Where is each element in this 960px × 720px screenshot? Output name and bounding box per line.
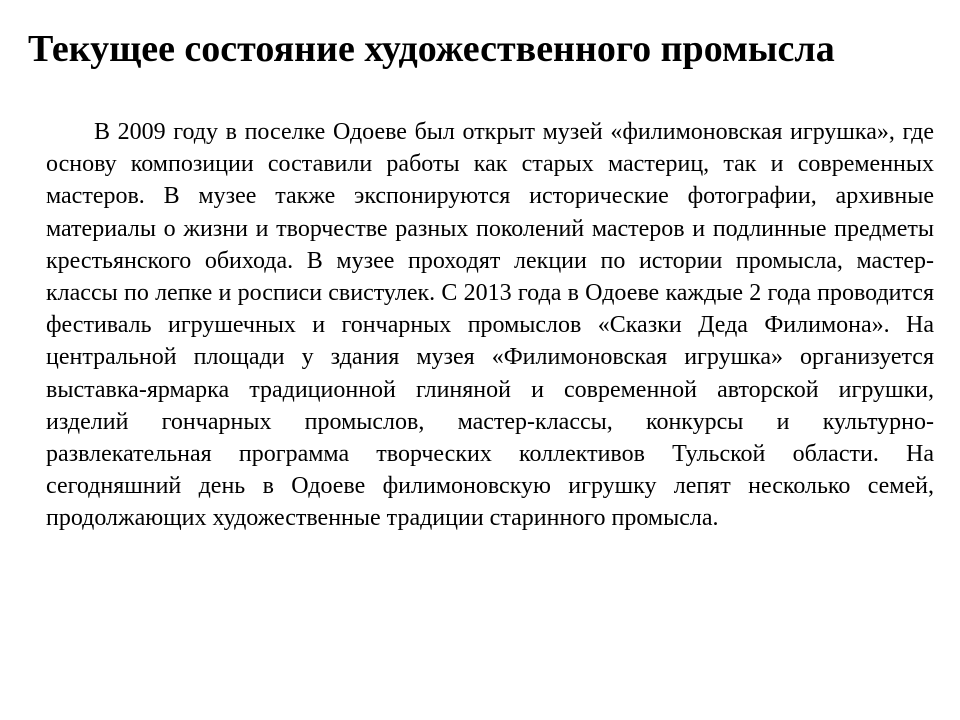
slide-body-text: В 2009 году в поселке Одоеве был открыт музей «филимоновская игрушка», где основу композиции составили работы как старых мастериц, так и современных мастеров. В музее также экспонируются исторические фотографии, архивные материалы о жизни и творчестве разных поколений мастеров и подлинные предметы крестьянского обихода. В музее проходят лекции по истории промысла, мастер-классы по лепке и росписи свистулек. С 2013 года в Одоеве каждые 2 года проводится фестиваль игрушечных и гончарных промыслов «Сказки Деда Филимона». На центральной площади у здания музея «Филимоновская игрушка» организуется выставка-ярмарка традиционной глиняной и современной авторской игрушки, изделий гончарных промыслов, мастер-классы, конкурсы и культурно-развлекательная программа творческих коллективов Тульской области. На сегодняшний день в Одоеве филимоновскую игрушку лепят несколько семей, продолжающих художественные традиции старинного промысла. [46,119,934,532]
slide-title: Текущее состояние художественного промысла [28,28,835,70]
